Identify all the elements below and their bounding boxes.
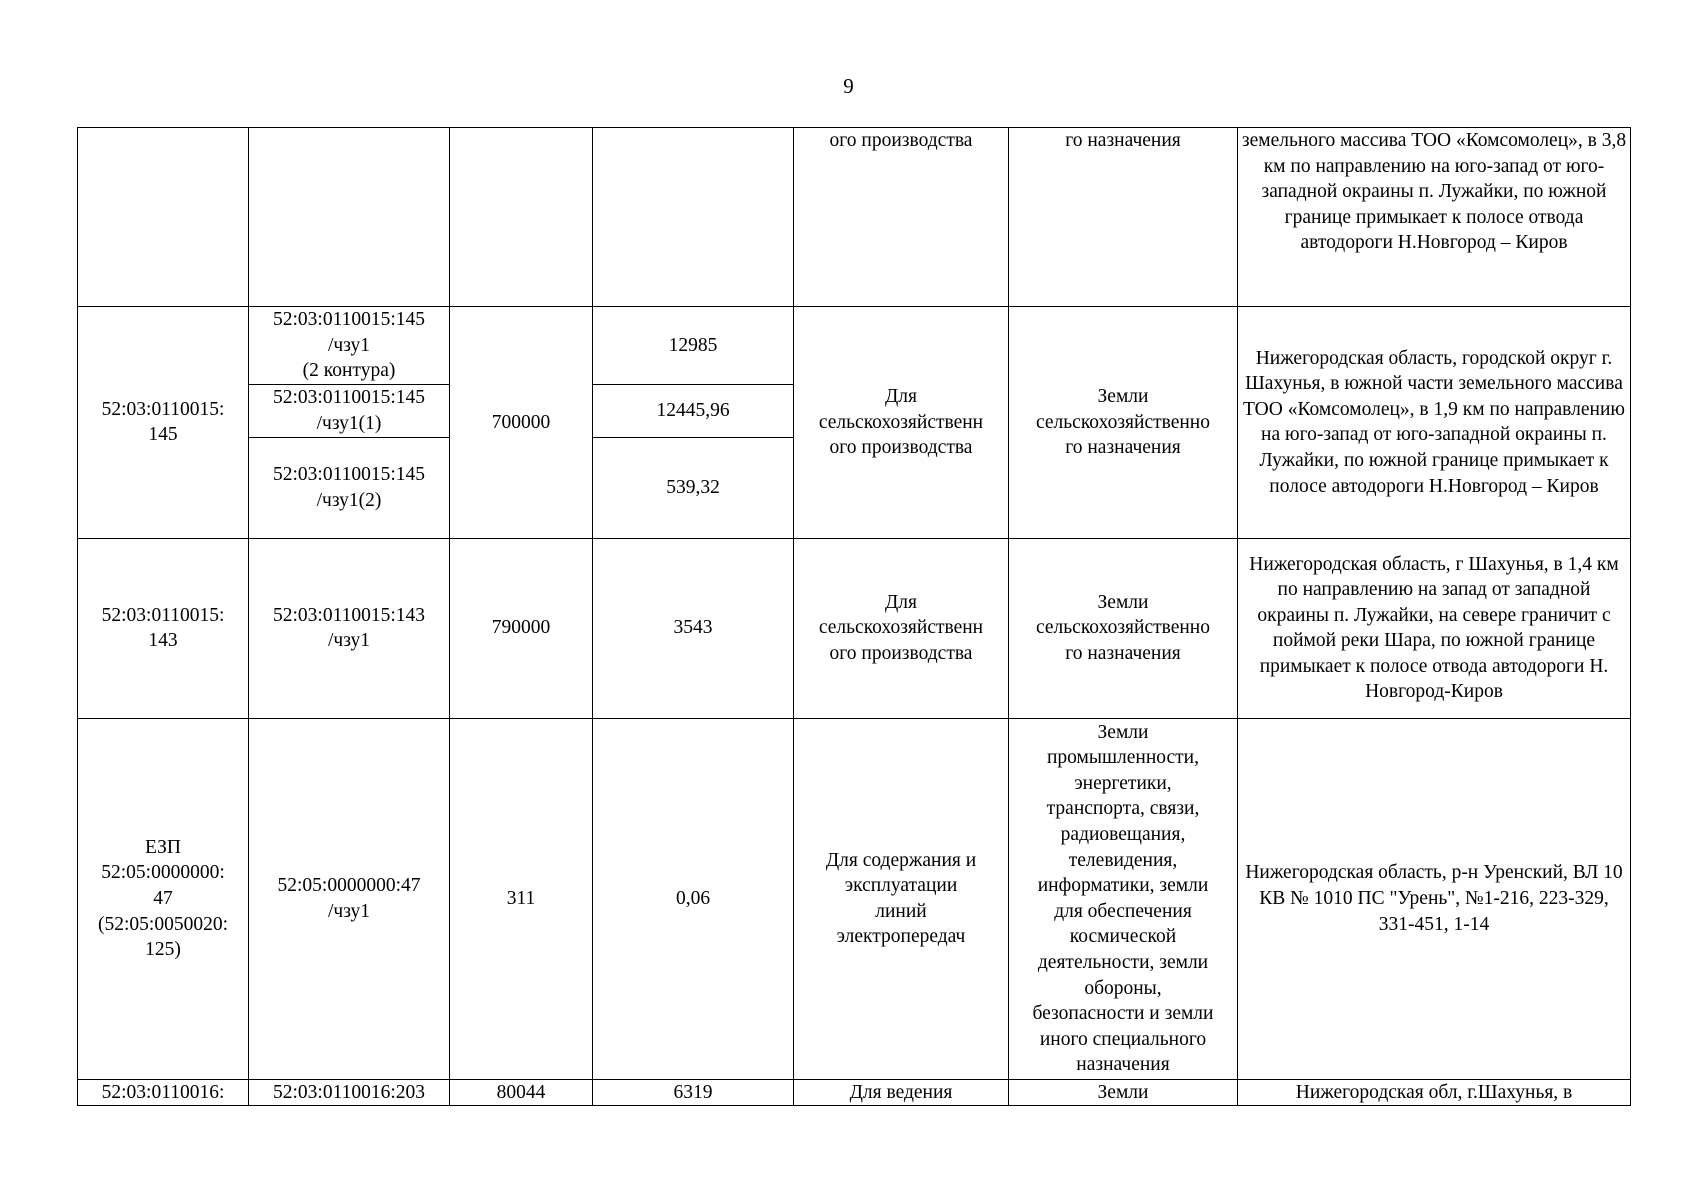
cell-part-area: 0,06	[593, 718, 794, 1079]
table-row-143	[78, 538, 1631, 718]
cell-location: Нижегородская область, городской округ г. Шахунья, в южной части земельного массива ТОО «Комсомолец», в 1,9 км по направлению на юго-запад от юго-западной окраины п. Лужайки, по южной границе примыкает к полосе автодороги Н.Новгород – Киров	[1238, 307, 1631, 539]
cell-part-number: 52:03:0110015:145 /чзу1(1)	[249, 384, 450, 437]
cell-cadastral	[78, 128, 249, 307]
cell-location: Нижегородская область, г Шахунья, в 1,4 км по направлению на запад от западной окраины п. Лужайки, на севере граничит с поймой реки Шара, по южной границе примыкает к полосе отвода автодороги Н. Новгород-Киров	[1238, 538, 1631, 718]
cell-part-area: 12985	[593, 307, 794, 385]
cell-cadastral: 52:03:0110015: 145	[78, 307, 249, 539]
cell-part-area: 6319	[593, 1079, 794, 1106]
cell-total-area: 790000	[450, 538, 593, 718]
cell-part-number: 52:03:0110015:143 /чзу1	[249, 538, 450, 718]
cell-category: Земли промышленности, энергетики, транспорта, связи, радиовещания, телевидения, информатики, земли для обеспечения космической деятельности, земли обороны, безопасности и земли иного специального назначения	[1009, 718, 1238, 1079]
land-plots-table	[77, 127, 1631, 1106]
cell-cadastral: 52:03:0110016:	[78, 1079, 249, 1106]
cell-category: Земли сельскохозяйственно го назначения	[1009, 307, 1238, 539]
cell-purpose: Для ведения	[794, 1079, 1009, 1106]
cell-location: земельного массива ТОО «Комсомолец», в 3,8 км по направлению на юго-запад от юго-западной окраины п. Лужайки, по южной границе примыкает к полосе отвода автодороги Н.Новгород – Киров	[1238, 128, 1631, 307]
cell-total-area: 311	[450, 718, 593, 1079]
cell-total-area: 700000	[450, 307, 593, 539]
table-row-203	[78, 1079, 1631, 1106]
cell-category: Земли сельскохозяйственно го назначения	[1009, 538, 1238, 718]
cell-part-number	[249, 128, 450, 307]
cell-part-number: 52:03:0110015:145 /чзу1 (2 контура)	[249, 307, 450, 385]
cell-total-area: 80044	[450, 1079, 593, 1106]
cell-category: го назначения	[1009, 128, 1238, 307]
cell-cadastral: ЕЗП 52:05:0000000: 47 (52:05:0050020: 125)	[78, 718, 249, 1079]
cell-total-area	[450, 128, 593, 307]
cell-purpose: Для содержания и эксплуатации линий электропередач	[794, 718, 1009, 1079]
cell-location: Нижегородская обл, г.Шахунья, в	[1238, 1079, 1631, 1106]
table-row-47	[78, 718, 1631, 1079]
table-row-145-a	[78, 307, 1631, 385]
cell-purpose: Для сельскохозяйственн ого производства	[794, 538, 1009, 718]
cell-purpose: Для сельскохозяйственн ого производства	[794, 307, 1009, 539]
page-number: 9	[843, 74, 854, 98]
cell-category: Земли	[1009, 1079, 1238, 1106]
cell-part-area: 3543	[593, 538, 794, 718]
cell-part-number: 52:03:0110016:203	[249, 1079, 450, 1106]
cell-part-area: 12445,96	[593, 384, 794, 437]
cell-part-area	[593, 128, 794, 307]
cell-location: Нижегородская область, р-н Уренский, ВЛ 10 КВ № 1010 ПС "Урень", №1-216, 223-329, 331-451, 1-14	[1238, 718, 1631, 1079]
cell-purpose: ого производства	[794, 128, 1009, 307]
cell-part-number: 52:03:0110015:145 /чзу1(2)	[249, 437, 450, 538]
cell-part-number: 52:05:0000000:47 /чзу1	[249, 718, 450, 1079]
table-row-continuation	[78, 128, 1631, 307]
cell-cadastral: 52:03:0110015: 143	[78, 538, 249, 718]
cell-part-area: 539,32	[593, 437, 794, 538]
